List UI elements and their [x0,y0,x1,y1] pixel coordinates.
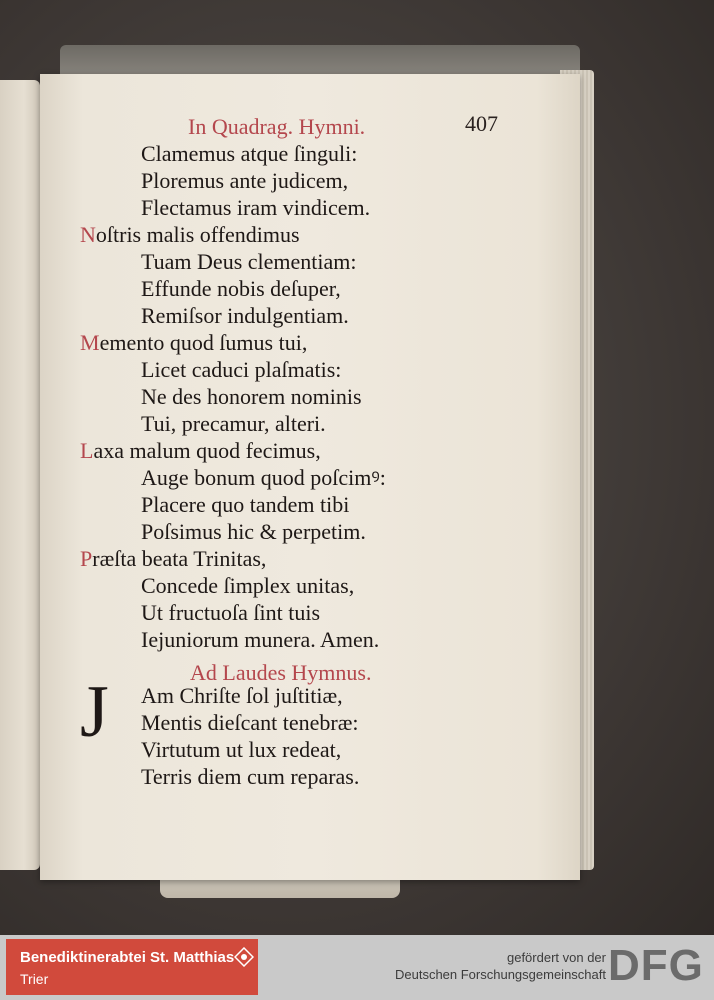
verse-text: Ut fructuoſa ſint tuis [141,600,321,625]
verse-text: axa malum quod fecimus, [93,438,321,463]
institution-name: Benediktinerabtei St. Matthias [20,949,235,966]
running-header: In Quadrag. Hymni. [188,114,366,139]
verse-line [80,545,266,572]
funding-line-1: gefördert von der [506,950,606,965]
verse-line [80,221,300,248]
verse-line [141,140,357,167]
verse-line [80,437,321,464]
verse-line [141,518,366,545]
abbey-logo-icon [234,947,254,967]
verse-text: Poſsimus hic & perpetim. [141,519,366,544]
verse-line [141,194,370,221]
verse-line: Mentis dieſcant tenebræ: [141,710,359,735]
drop-capital: J [80,671,109,753]
funding-note [395,949,606,983]
verse-line [141,167,348,194]
verse-line [141,275,341,302]
verse-text: Effunde nobis deſuper, [141,276,341,301]
institution-box[interactable] [6,939,258,995]
page-number: 407 [465,111,498,136]
verse-text: Concede ſimplex unitas, [141,573,355,598]
initial-letter: P [80,546,93,571]
verse-line [141,572,354,599]
dfg-logo[interactable]: DFG [608,941,704,990]
verse-text: Flectamus iram vindicem. [141,195,371,220]
verse-text: oſtris malis offendimus [95,222,300,247]
verse-line [141,464,386,491]
verse-text: Licet caduci plaſmatis: [141,357,342,382]
verse-line [141,248,357,275]
verse-text: Auge bonum quod poſcimꝰ: [141,465,386,490]
initial-letter: N [80,222,96,247]
verse-line: Virtutum ut lux redeat, [141,737,342,762]
verse-text: Clamemus atque ſinguli: [141,141,358,166]
verse-line [80,329,307,356]
verse-text: ræſta beata Trinitas, [92,546,267,571]
verse-line [141,491,349,518]
verse-line: Am Chriſte ſol juſtitiæ, [141,683,343,708]
book-page [40,74,580,880]
verse-text: Placere quo tandem tibi [141,492,350,517]
verse-text: Tuam Deus clementiam: [141,249,357,274]
verse-text: Tui, precamur, alteri. [141,411,326,436]
verse-line [141,599,320,626]
verse-line [141,410,326,437]
verse-text: Ploremus ante judicem, [141,168,349,193]
section-title: Ad Laudes Hymnus. [190,660,372,685]
verse-text: Ne des honorem nominis [141,384,362,409]
initial-letter: L [80,438,94,463]
verse-line: Terris diem cum reparas. [141,764,360,789]
verse-line [141,626,379,653]
footer-banner [0,935,714,1000]
institution-city: Trier [20,971,49,987]
verse-line [141,356,341,383]
verse-text: Remiſsor indulgentiam. [141,303,349,328]
funding-line-2: Deutschen Forschungsgemeinschaft [394,967,606,982]
verse-line [141,302,349,329]
left-page-edge [0,80,40,870]
verse-text: Iejuniorum munera. Amen. [141,627,380,652]
verse-line [141,383,362,410]
initial-letter: M [80,330,100,355]
verse-text: emento quod ſumus tui, [99,330,308,355]
